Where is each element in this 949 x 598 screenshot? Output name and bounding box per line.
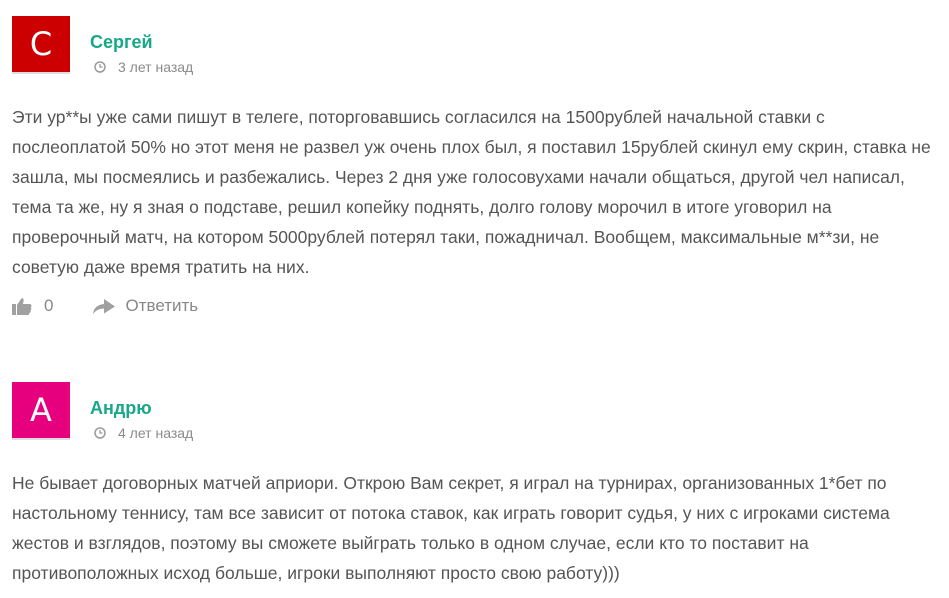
clock-icon [94,427,106,439]
comment-text: Не бывает договорных матчей априори. Открою Вам секрет, я играл на турнирах, организованных 1*бет по настольному теннису, там все зависит от потока ставок, как играть говорит судья, у них с игроками система жестов и взглядов, поэтому вы сможете выйграть только в одном случае, если кто то поставит на противоположных исход больше, игроки выполняют просто свою работу))) [12,473,890,583]
clock-icon [94,61,106,73]
comment-date-text: 4 лет назад [118,425,194,441]
comment-header [12,16,942,76]
reply-label: Ответить [125,296,199,315]
like-count: 0 [44,296,54,315]
comment [12,16,942,316]
avatar: А [12,382,70,440]
comment-text: Эти ур**ы уже сами пишут в телеге, поторговавшись согласился на 1500рублей начальной ставки с послеоплатой 50% но этот меня не развел уж очень плох был, я поставил 15рублей скинул ему скрин, ставка не зашла, мы посмеялись и разбежались. Через 2 дня уже голосовухами начали общаться, другой чел написал, тема та же, ну я зная о подставе, решил копейку поднять, долго голову морочил в итоге уговорил на проверочный матч, на котором 5000рублей потерял таки, пожадничал. Вообщем, максимальные м**зи, не советую даже время тратить на них. [12,107,931,277]
like-button[interactable] [12,296,53,316]
thumbs-up-icon [12,297,32,315]
avatar: С [12,16,70,74]
reply-arrow-icon [93,298,115,314]
comment-date-text: 3 лет назад [118,59,194,75]
author-name-link[interactable]: Андрю [90,398,152,418]
comment-date [94,59,193,75]
comment-actions [12,296,942,316]
author-name-link[interactable]: Сергей [90,32,153,52]
reply-button[interactable] [93,296,198,316]
comment [12,382,942,588]
comment-date [94,425,193,441]
comment-header [12,382,942,442]
